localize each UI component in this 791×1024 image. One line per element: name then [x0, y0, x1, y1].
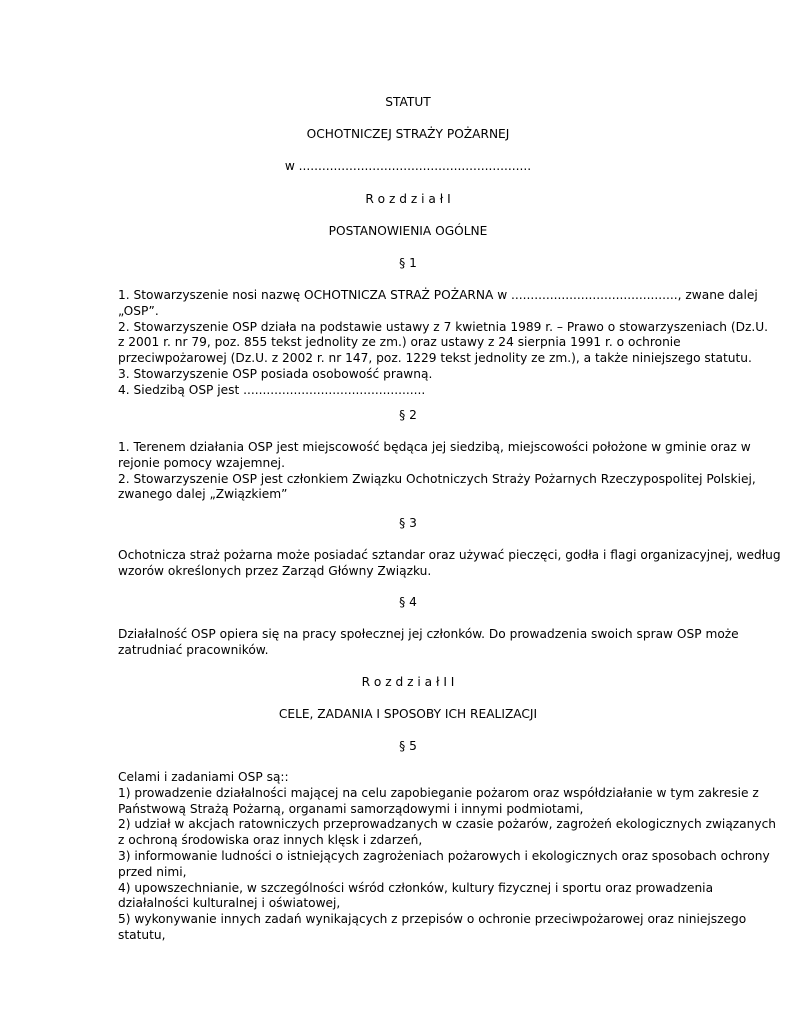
- chapter-2-heading: R o z d z i a ł I I: [361, 675, 455, 689]
- section-5-line: z ochroną środowiska oraz innych klęsk i zdarzeń,: [118, 833, 423, 848]
- section-2-mark: § 2: [399, 408, 417, 422]
- section-1-line: 4. Siedzibą OSP jest ...............................................: [118, 382, 426, 397]
- section-5-line: 5) wykonywanie innych zadań wynikających z przepisów o ochronie przeciwpożarowej oraz niniejszego: [118, 912, 747, 927]
- section-4-line: Działalność OSP opiera się na pracy społecznej jej członków. Do prowadzenia swoich spraw OSP może: [118, 627, 739, 641]
- section-5-line: statutu,: [118, 927, 166, 942]
- section-5-line: Państwową Strażą Pożarną, organami samorządowymi i innymi podmiotami,: [118, 801, 584, 816]
- document-title: STATUT: [385, 95, 431, 109]
- section-3-line: wzorów określonych przez Zarząd Główny Związku.: [118, 563, 432, 578]
- section-1-mark: § 1: [399, 256, 417, 270]
- section-4-text: [118, 627, 739, 659]
- section-2-line: 2. Stowarzyszenie OSP jest członkiem Związku Ochotniczych Straży Pożarnych Rzeczypospolitej Polskiej,: [118, 471, 756, 486]
- section-5-line: przed nimi,: [118, 864, 187, 879]
- chapter-1-title: POSTANOWIENIA OGÓLNE: [328, 224, 488, 238]
- section-1-line: 1. Stowarzyszenie nosi nazwę OCHOTNICZA STRAŻ POŻARNA w ..........................................., zwane dalej: [118, 288, 758, 302]
- location-line: w ............................................................: [284, 159, 532, 173]
- section-2-line: zwanego dalej „Związkiem”: [118, 487, 288, 502]
- section-2-text: [118, 440, 756, 503]
- section-3-text: [118, 548, 781, 580]
- section-1-line: z 2001 r. nr 79, poz. 855 tekst jednolity ze zm.) oraz ustawy z 24 sierpnia 1991 r. o ochronie: [118, 335, 681, 350]
- section-5-line: działalności kulturalnej i oświatowej,: [118, 896, 341, 911]
- section-3-line: Ochotnicza straż pożarna może posiadać sztandar oraz używać pieczęci, godła i flagi organizacyjnej, według: [118, 548, 781, 562]
- section-1-line: 2. Stowarzyszenie OSP działa na podstawie ustawy z 7 kwietnia 1989 r. – Prawo o stowarzyszeniach (Dz.U.: [118, 319, 769, 334]
- section-5-line: 3) informowanie ludności o istniejących zagrożeniach pożarowych i ekologicznych oraz sposobach ochrony: [118, 848, 770, 863]
- section-1-line: przeciwpożarowej (Dz.U. z 2002 r. nr 147, poz. 1229 tekst jednolity ze zm.), a także niniejszego statutu.: [118, 351, 752, 366]
- document-subtitle: OCHOTNICZEJ STRAŻY POŻARNEJ: [306, 127, 510, 141]
- section-2-line: 1. Terenem działania OSP jest miejscowość będąca jej siedzibą, miejscowości położone w gminie oraz w: [118, 440, 751, 454]
- section-5-line: 2) udział w akcjach ratowniczych przeprowadzanych w czasie pożarów, zagrożeń ekologicznych związanych: [118, 817, 777, 832]
- section-5-text: [118, 770, 776, 944]
- section-5-mark: § 5: [399, 739, 417, 753]
- section-3-mark: § 3: [399, 516, 417, 530]
- section-5-line: 4) upowszechnianie, w szczególności wśród członków, kultury fizycznej i sportu oraz prowadzenia: [118, 880, 714, 895]
- section-1-line: „OSP”.: [118, 303, 159, 318]
- section-5-line: 1) prowadzenie działalności mającej na celu zapobieganie pożarom oraz współdziałanie w tym zakresie z: [118, 785, 759, 800]
- section-2-line: rejonie pomocy wzajemnej.: [118, 455, 285, 470]
- chapter-2-title: CELE, ZADANIA I SPOSOBY ICH REALIZACJI: [278, 707, 538, 721]
- section-4-mark: § 4: [399, 595, 417, 609]
- section-1-text: [118, 288, 768, 399]
- chapter-1-heading: R o z d z i a ł I: [365, 192, 451, 206]
- section-1-line: 3. Stowarzyszenie OSP posiada osobowość prawną.: [118, 366, 433, 381]
- section-4-line: zatrudniać pracowników.: [118, 642, 269, 657]
- section-5-line: Celami i zadaniami OSP są::: [118, 770, 289, 784]
